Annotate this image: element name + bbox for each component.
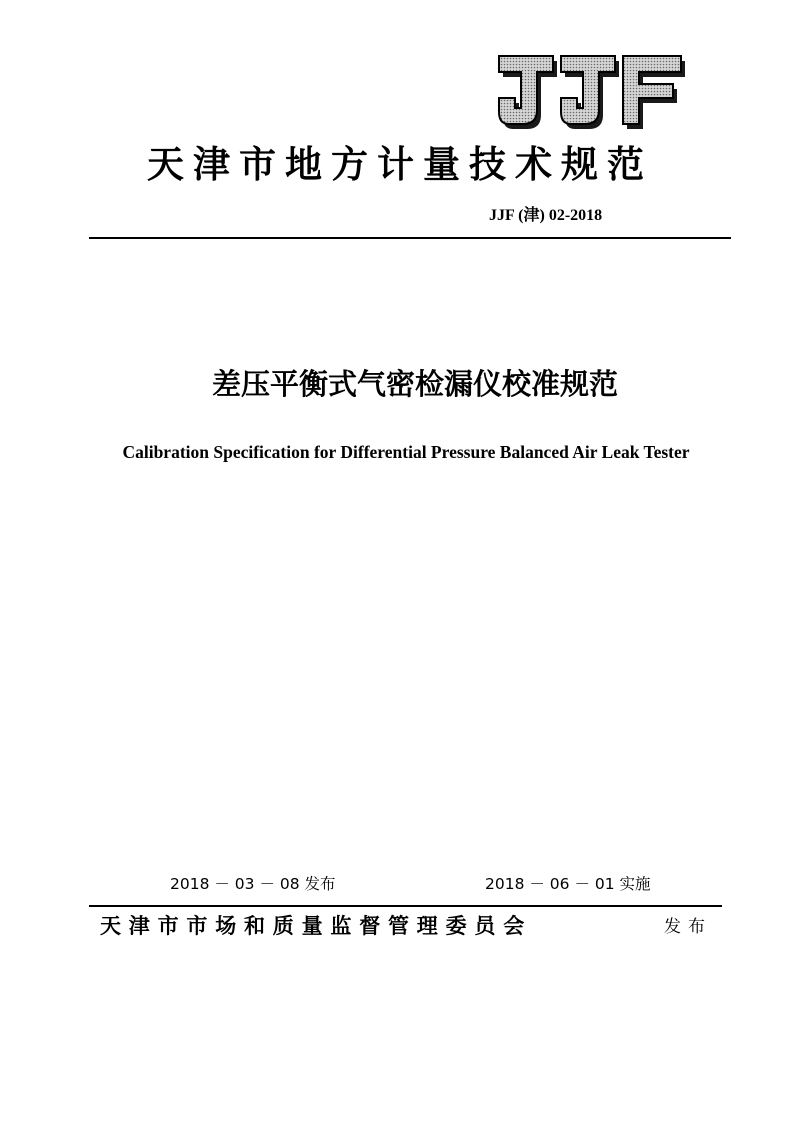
- document-title-english: Calibration Specification for Differential Pressure Balanced Air Leak Tester: [122, 442, 690, 462]
- standard-category-title: 天津市地方计量技术规范: [147, 142, 653, 186]
- bottom-divider: [89, 905, 722, 907]
- document-number: JJF (津) 02-2018: [489, 207, 603, 224]
- implementation-date: 2018 － 06 － 01 实施: [485, 875, 651, 893]
- issue-date: 2018 － 03 － 08 发布: [170, 875, 336, 893]
- issuing-authority: 天津市市场和质量监督管理委员会: [100, 913, 532, 938]
- publish-label: 发布: [664, 917, 712, 937]
- top-divider: [89, 237, 731, 239]
- document-title-chinese: 差压平衡式气密检漏仪校准规范: [211, 367, 618, 401]
- jjf-logo-icon: [497, 54, 687, 134]
